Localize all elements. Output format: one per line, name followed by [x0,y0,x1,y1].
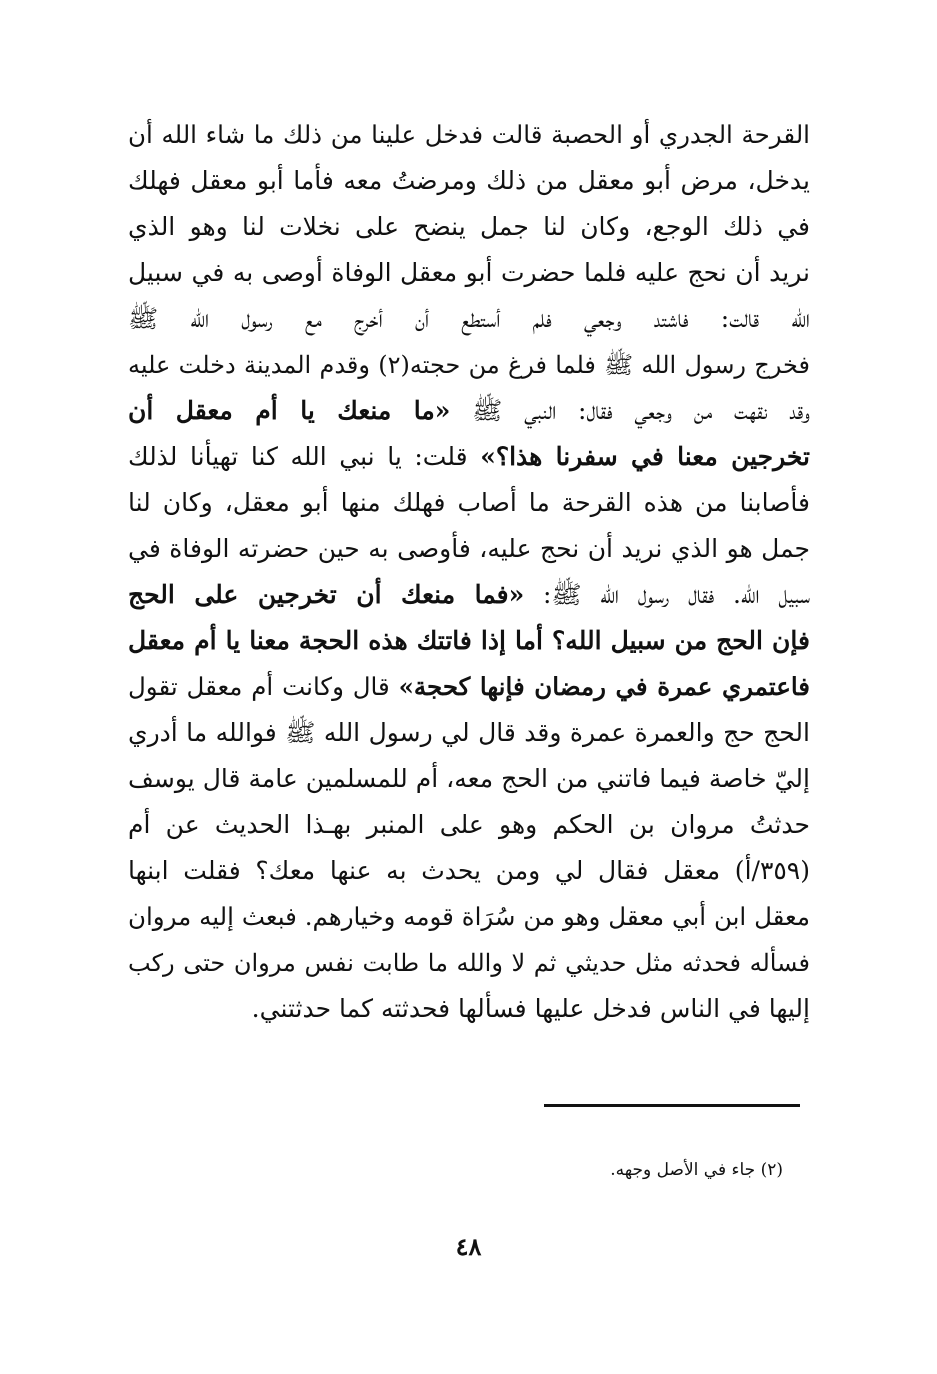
hadith-quote: تخرجين معنا في سفرنا هذا؟» [480,442,810,471]
text-span: قال وكانت أم معقل تقول [128,672,399,701]
text-span: في ذلك الوجع، وكان لنا جمل ينضح على نخلات لنا وهو الذي [128,212,810,241]
text-line [128,204,810,250]
text-span: إليّ خاصة فيما فاتني من الحج معه، أم للمسلمين عامة قال يوسف [128,764,810,793]
text-line [128,480,810,526]
text-line [128,756,810,802]
text-line [128,618,810,664]
text-span: وقد نقهت من وجعي فقال: النبي ﷺ [450,396,810,425]
text-line [128,342,810,388]
page-number: ٤٨ [455,1232,482,1261]
hadith-quote: فإن الحج من سبيل الله؟ أما إذا فاتتك هذه الحجة معنا يا أم معقل [128,626,810,655]
text-line [128,112,810,158]
text-span: الحج حج والعمرة عمرة وقد قال لي رسول الله ﷺ فوالله ما أدري [128,718,810,747]
text-line [128,572,810,618]
text-span: جمل هو الذي نريد أن نحج عليه، فأوصى به حين حضرته الوفاة في [128,534,810,563]
text-line [128,710,810,756]
footnote-separator [544,1104,800,1107]
text-line [128,894,810,940]
hadith-quote: فاعتمري عمرة في رمضان فإنها كحجة» [398,672,810,701]
text-line [128,388,810,434]
text-line [128,848,810,894]
text-line [128,664,810,710]
text-line [128,250,810,296]
text-span: حدثتُ مروان بن الحكم وهو على المنبر بهـذا الحديث عن أم [128,810,810,839]
text-line [128,434,810,480]
text-line [128,986,810,1032]
text-span: معقل ابن أبي معقل وهو من سُرَاة قومه وخيارهم. فبعث إليه مروان [128,902,810,931]
text-span: القرحة الجدري أو الحصبة قالت فدخل علينا من ذلك ما شاء الله أن [128,120,810,149]
footnote: (٢) جاء في الأصل وجهه. [610,1160,783,1180]
text-line [128,526,810,572]
text-span: سبيل الله. فقال رسول الله ﷺ: [524,580,811,609]
text-span: إليها في الناس فدخل عليها فسألها فحدثته كما حدثتني. [251,994,810,1023]
text-span: فخرج رسول الله ﷺ فلما فرغ من حجته(٢) وقدم المدينة دخلت عليه [128,351,810,379]
text-span: يدخل، مرض أبو معقل من ذلك ومرضتُ معه فأما أبو معقل فهلك [128,166,810,195]
text-line [128,802,810,848]
text-span: قلت: يا نبي الله كنا تهيأنا لذلك [128,442,481,471]
main-text [128,112,810,1032]
hadith-quote: «ما منعك يا أم معقل أن [128,396,451,425]
text-line [128,940,810,986]
text-span: الله قالت: فاشتد وجعي فلم أستطع أن أخرج مع رسول الله ﷺ [128,304,810,333]
text-span: نريد أن نحج عليه فلما حضرت أبو معقل الوفاة أوصى به في سبيل [128,258,810,287]
text-line [128,296,810,342]
text-span: فأصابنا من هذه القرحة ما أصاب فهلك منها أبو معقل، وكان لنا [128,488,810,517]
text-span: فسأله فحدثه مثل حديثي ثم لا والله ما طابت نفس مروان حتى ركب [128,949,810,977]
text-line [128,158,810,204]
text-span: (٣٥٩/أ) معقل فقال لي ومن يحدث به عنها معك؟ فقلت ابنها [128,856,810,885]
hadith-quote: «فما منعك أن تخرجين على الحج [128,580,525,609]
